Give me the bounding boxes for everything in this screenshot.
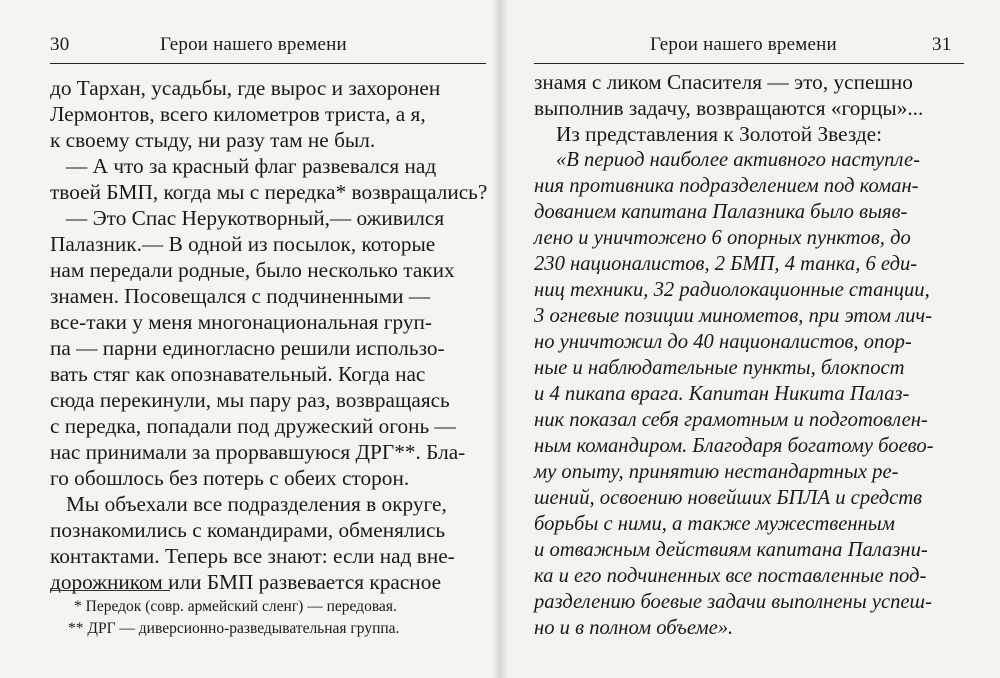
text-line: Мы объехали все подразделения в округе, bbox=[66, 492, 447, 516]
quote-line: лено и уничтожено 6 опорных пунктов, до bbox=[534, 227, 911, 249]
quote-line: но и в полном объеме». bbox=[534, 617, 734, 639]
text-line: — Это Спас Нерукотворный,— оживился bbox=[66, 206, 445, 230]
text-line: вать стяг как опознавательный. Когда нас bbox=[50, 362, 426, 386]
right-page bbox=[500, 0, 1000, 678]
text-line: Палазник.— В одной из посылок, которые bbox=[50, 232, 436, 256]
text-line: Из представления к Золотой Звезде: bbox=[556, 122, 883, 146]
right-header-rule bbox=[534, 63, 964, 64]
left-page-number: 30 bbox=[50, 34, 70, 55]
quote-line: 3 огневые позиции минометов, при этом лич- bbox=[534, 305, 933, 327]
quote-line: ник показал себя грамотным и подготовлен- bbox=[534, 409, 928, 431]
text-line: го обошлось без потерь с обеих сторон. bbox=[50, 466, 410, 490]
right-page-number: 31 bbox=[932, 34, 952, 55]
quote-line: и отважным действиям капитана Палазни- bbox=[534, 539, 928, 561]
left-header-rule bbox=[50, 63, 486, 64]
quote-line: му опыту, принятию нестандартных ре- bbox=[534, 461, 899, 483]
quote-line: и 4 пикапа врага. Капитан Никита Палаз- bbox=[534, 383, 910, 405]
text-line: Лермонтов, всего километров триста, а я, bbox=[50, 102, 426, 126]
quote-line: борьбы с ними, а также мужественным bbox=[534, 513, 895, 535]
quote-line: разделению боевые задачи выполнены успеш- bbox=[534, 591, 932, 613]
text-line: познакомились с командирами, обменялись bbox=[50, 518, 446, 542]
quote-line: ния противника подразделением под коман- bbox=[534, 175, 919, 197]
text-line: дорожником или БМП развевается красное bbox=[50, 570, 442, 594]
book-gutter bbox=[492, 0, 508, 678]
quote-line: дованием капитана Палазника было выяв- bbox=[534, 201, 908, 223]
right-running-head: Герои нашего времени bbox=[650, 34, 837, 55]
text-line: к своему стыду, ни разу там не был. bbox=[50, 128, 376, 152]
text-line: твоей БМП, когда мы с передка* возвращались? bbox=[50, 180, 488, 204]
quote-line: шений, освоению новейших БПЛА и средств bbox=[534, 487, 923, 509]
quote-line: 230 националистов, 2 БМП, 4 танка, 6 еди- bbox=[534, 253, 918, 275]
text-line: па — парни единогласно решили использо- bbox=[50, 336, 445, 360]
footnote: * Передок (совр. армейский сленг) — передовая. bbox=[74, 598, 397, 615]
quote-line: ным командиром. Благодаря богатому боево- bbox=[534, 435, 934, 457]
quote-line: но уничтожил до 40 националистов, опор- bbox=[534, 331, 912, 353]
footnote: ** ДРГ — диверсионно-разведывательная группа. bbox=[68, 620, 400, 637]
text-line: контактами. Теперь все знают: если над вне- bbox=[50, 544, 455, 568]
text-line: сюда перекинули, мы пару раз, возвращаясь bbox=[50, 388, 450, 412]
text-line: — А что за красный флаг развевался над bbox=[66, 154, 437, 178]
text-line: до Тархан, усадьбы, где вырос и захоронен bbox=[50, 76, 441, 100]
text-line: с передка, попадали под дружеский огонь — bbox=[50, 414, 456, 438]
text-line: все-таки у меня многонациональная груп- bbox=[50, 310, 432, 334]
quote-line: «В период наиболее активного наступле- bbox=[556, 149, 920, 171]
text-line: нам передали родные, было несколько таких bbox=[50, 258, 455, 282]
text-line: выполнив задачу, возвращаются «горцы»... bbox=[534, 96, 924, 120]
text-line: знамя с ликом Спасителя — это, успешно bbox=[534, 70, 913, 94]
left-running-head: Герои нашего времени bbox=[160, 34, 347, 55]
text-line: нас принимали за прорвавшуюся ДРГ**. Бла- bbox=[50, 440, 466, 464]
footnote-rule bbox=[50, 590, 170, 591]
text-line: знамен. Посовещался с подчиненными — bbox=[50, 284, 431, 308]
quote-line: ные и наблюдательные пункты, блокпост bbox=[534, 357, 905, 379]
quote-line: ка и его подчиненных все поставленные под- bbox=[534, 565, 927, 587]
quote-line: ниц техники, 32 радиолокационные станции, bbox=[534, 279, 930, 301]
